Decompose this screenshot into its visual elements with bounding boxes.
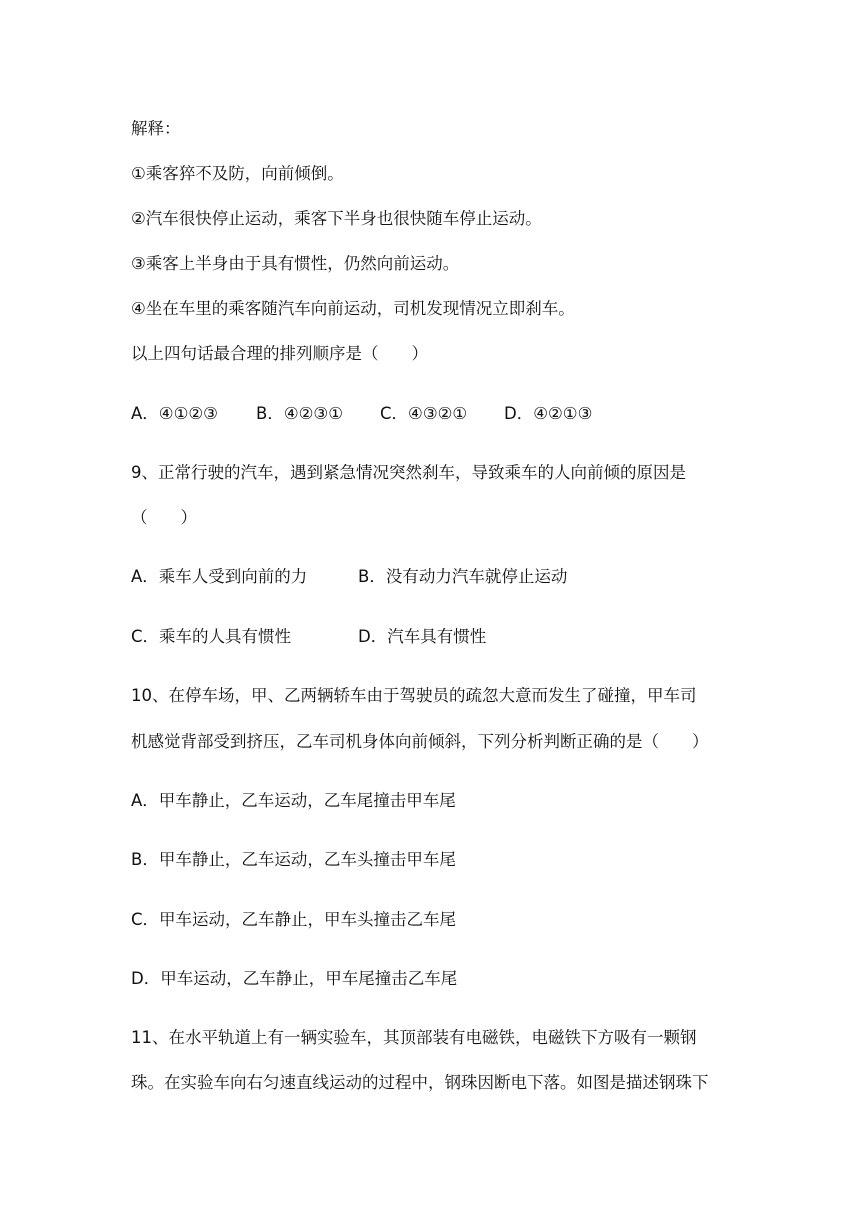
- q8-option-a: A．④①②③: [131, 404, 218, 423]
- q8-option-c: C．④③②①: [380, 404, 468, 423]
- q10-question-line2: 机感觉背部受到挤压，乙车司机身体向前倾斜，下列分析判断正确的是（ ）: [131, 732, 709, 751]
- q9-question-line2: （ ）: [131, 508, 197, 527]
- explain-label: 解释：: [131, 119, 181, 138]
- q10-question-line1: 10、在停车场，甲、乙两辆轿车由于驾驶员的疏忽大意而发生了碰撞，甲车司: [131, 686, 697, 705]
- q9-option-d: D．汽车具有惯性: [358, 627, 487, 646]
- q10-option-c: C．甲车运动，乙车静止，甲车头撞击乙车尾: [131, 910, 457, 929]
- q11-question-line1: 11、在水平轨道上有一辆实验车，其顶部装有电磁铁，电磁铁下方吸有一颗钢: [131, 1028, 697, 1047]
- explain-item-3: ③乘客上半身由于具有惯性，仍然向前运动。: [131, 254, 460, 273]
- q9-option-b: B．没有动力汽车就停止运动: [358, 567, 568, 586]
- explain-item-2: ②汽车很快停止运动，乘客下半身也很快随车停止运动。: [131, 209, 542, 228]
- q8-prompt: 以上四句话最合理的排列顺序是（ ）: [131, 344, 428, 363]
- q9-option-a: A．乘车人受到向前的力: [131, 567, 308, 586]
- q11-question-line2: 珠。在实验车向右匀速直线运动的过程中，钢珠因断电下落。如图是描述钢珠下: [131, 1073, 709, 1092]
- q9-option-c: C．乘车的人具有惯性: [131, 627, 292, 646]
- explain-item-1: ①乘客猝不及防，向前倾倒。: [131, 164, 344, 183]
- q10-option-b: B．甲车静止，乙车运动，乙车头撞击甲车尾: [131, 850, 456, 869]
- q10-option-d: D．甲车运动，乙车静止，甲车尾撞击乙车尾: [131, 969, 458, 988]
- q10-option-a: A．甲车静止，乙车运动，乙车尾撞击甲车尾: [131, 791, 456, 810]
- q8-option-d: D．④②①③: [504, 404, 593, 423]
- explain-item-4: ④坐在车里的乘客随汽车向前运动，司机发现情况立即刹车。: [131, 299, 575, 318]
- q8-option-b: B．④②③①: [256, 404, 343, 423]
- q9-question-line1: 9、正常行驶的汽车，遇到紧急情况突然刹车，导致乘车的人向前倾的原因是: [131, 463, 686, 482]
